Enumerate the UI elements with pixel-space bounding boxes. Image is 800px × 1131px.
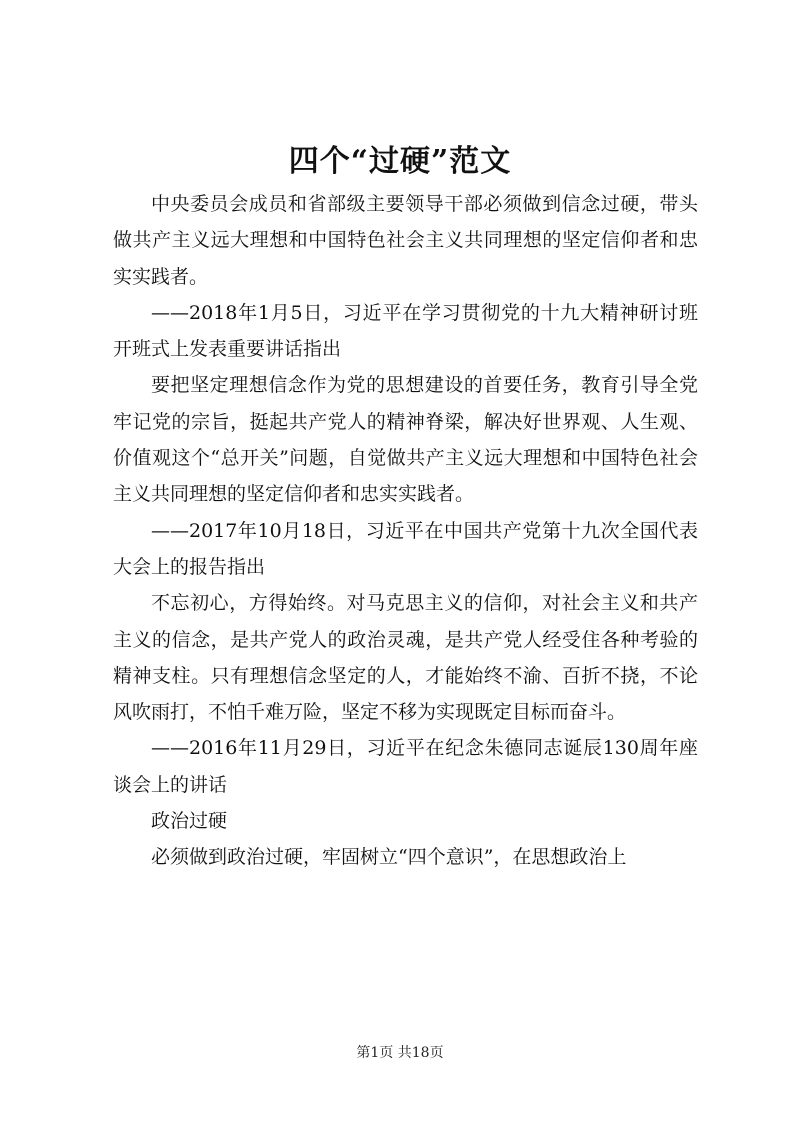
paragraph-8: 必须做到政治过硬，牢固树立“四个意识”，在思想政治上 — [151, 846, 627, 869]
paragraph-6-source: ——2016年11月29日，习近平在纪念朱德同志诞辰130周年座谈会上的讲话 — [113, 737, 698, 796]
paragraph-5: 不忘初心，方得始终。对马克思主义的信仰，对社会主义和共产主义的信念，是共产党人的政治灵魂，是共产党人经受住各种考验的精神支柱。只有理想信念坚定的人，才能始终不渝、百折不挠，不论风吹雨打，不怕千难万险，坚定不移为实现既定目标而奋斗。 — [113, 592, 698, 724]
paragraph-2-source: ——2018年1月5日，习近平在学习贯彻党的十九大精神研讨班开班式上发表重要讲话指出 — [113, 301, 698, 361]
paragraph-3: 要把坚定理想信念作为党的思想建设的首要任务，教育引导全党牢记党的宗旨，挺起共产党人的精神脊梁，解决好世界观、人生观、价值观这个“总开关”问题，自觉做共产主义远大理想和中国特色社会主义共同理想的坚定信仰者和忠实实践者。 — [113, 374, 698, 506]
page-footer: 第1页 共18页 — [356, 1045, 444, 1061]
paragraph-1: 中央委员会成员和省部级主要领导干部必须做到信念过硬，带头做共产主义远大理想和中国特色社会主义共同理想的坚定信仰者和忠实实践者。 — [113, 193, 698, 288]
document-body — [113, 186, 698, 876]
document-title: 四个“过硬”范文 — [288, 144, 512, 179]
paragraph-4-source: ——2017年10月18日，习近平在中国共产党第十九次全国代表大会上的报告指出 — [113, 519, 698, 578]
section-heading-political: 政治过硬 — [151, 810, 228, 833]
